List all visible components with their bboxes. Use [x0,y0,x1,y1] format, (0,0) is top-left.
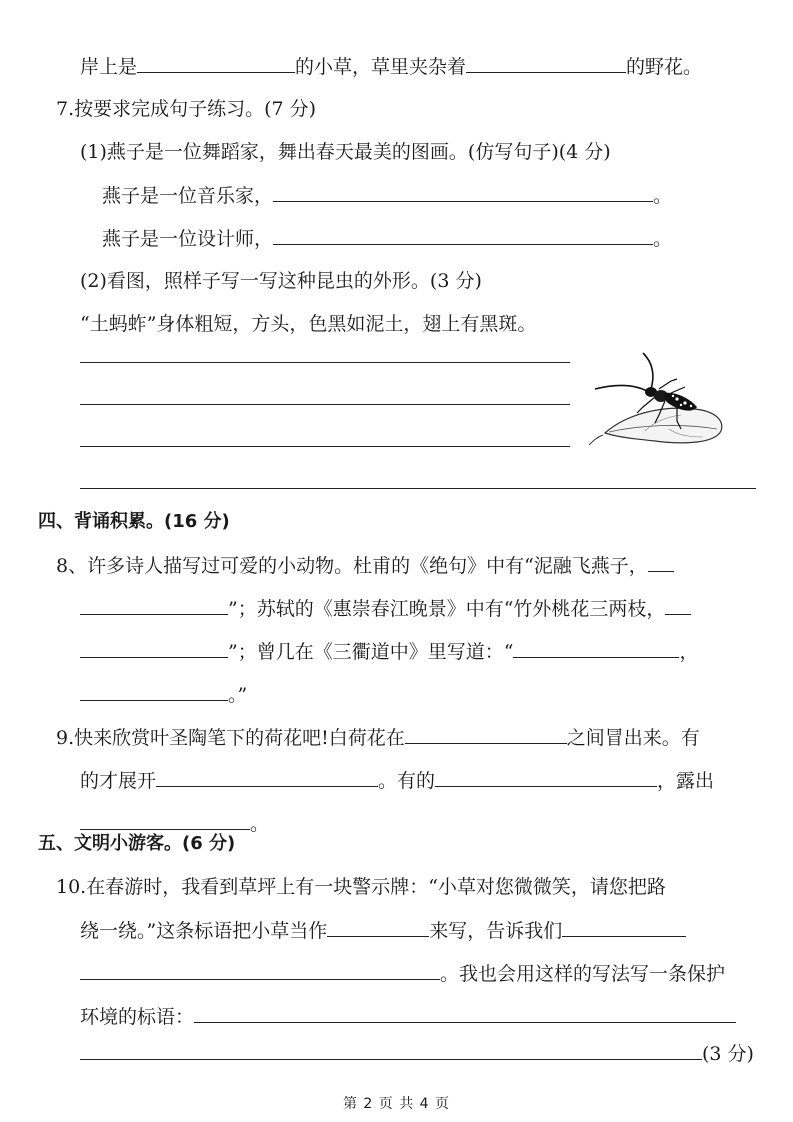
text: ”；曾几在《三衢道中》里写道：“ [228,641,514,663]
q10-line-1: 10.在春游时，我看到草坪上有一块警示牌：“小草对您微微笑，请您把路 [56,876,666,898]
text: ”；苏轼的《惠崇春江晚景》中有“竹外桃花三两枝， [228,598,666,620]
answer-blank[interactable] [80,811,250,830]
q10-line-4 [80,1004,736,1029]
answer-blank[interactable] [273,183,653,202]
longhorn-beetle-icon [585,345,735,455]
q7-sentence-1 [102,183,672,208]
answer-blank[interactable] [80,1041,702,1060]
text: 9.快来欣赏叶圣陶笔下的荷花吧!白荷花在 [56,727,405,749]
q10-line-3 [80,961,725,986]
q7-example: “土蚂蚱”身体粗短，方头，色黑如泥土，翅上有黑斑。 [80,313,537,335]
answer-blank[interactable] [80,961,440,980]
q8-line-2 [80,596,691,621]
score: (3 分) [702,1043,754,1065]
text: 。 [653,185,673,207]
answer-line[interactable] [80,404,570,405]
answer-blank[interactable] [327,918,429,937]
answer-blank[interactable] [137,54,295,73]
answer-blank[interactable] [80,596,228,615]
answer-blank[interactable] [80,682,228,701]
answer-blank[interactable] [405,725,567,744]
q9-line-2 [80,768,714,793]
q10-line-2 [80,918,686,943]
text: 环境的标语： [80,1006,195,1028]
page-footer: 第 2 页 共 4 页 [342,1096,451,1112]
q7-part2-prompt: (2)看图，照样子写一写这种昆虫的外形。(3 分) [80,270,482,292]
text: 。 [653,228,673,250]
answer-blank[interactable] [562,918,686,937]
text: 之间冒出来。有 [566,727,700,749]
text: 燕子是一位音乐家， [102,185,274,207]
q8-line-1 [56,553,674,578]
q10-line-5 [80,1041,754,1066]
text: ， [679,641,699,663]
answer-blank[interactable] [466,54,626,73]
answer-line[interactable] [80,362,570,363]
text: 。” [228,684,248,706]
q7-title: 7.按要求完成句子练习。(7 分) [56,98,317,120]
q7-part1-prompt: (1)燕子是一位舞蹈家，舞出春天最美的图画。(仿写句子)(4 分) [80,141,611,163]
text: 。我也会用这样的写法写一条保护 [440,963,726,985]
text: 。有的 [378,770,436,792]
text: 的小草，草里夹杂着 [295,56,467,78]
answer-blank[interactable] [648,553,674,572]
answer-blank[interactable] [435,768,657,787]
text: 来写，告诉我们 [429,920,563,942]
text: 岸上是 [80,56,138,78]
q8-line-4 [80,682,247,707]
text: ，露出 [657,770,715,792]
text: 燕子是一位设计师， [102,228,274,250]
q6-continuation-line [80,54,702,79]
text: 的野花。 [626,56,703,78]
q8-line-3 [80,639,698,664]
answer-blank[interactable] [156,768,378,787]
answer-line[interactable] [80,446,570,447]
answer-line[interactable] [80,488,756,489]
section-4-title: 四、背诵积累。(16 分) [38,511,230,532]
answer-blank[interactable] [513,639,679,658]
text: 8、许多诗人描写过可爱的小动物。杜甫的《绝句》中有“泥融飞燕子， [56,555,648,577]
answer-blank[interactable] [665,596,691,615]
q9-line-1 [56,725,700,750]
q7-sentence-2 [102,226,672,251]
answer-blank[interactable] [80,639,228,658]
answer-blank[interactable] [194,1004,736,1023]
text: 绕一绕。”这条标语把小草当作 [80,920,328,942]
answer-blank[interactable] [273,226,653,245]
text: 。 [250,813,270,835]
text: 的才展开 [80,770,157,792]
section-5-title: 五、文明小游客。(6 分) [38,833,236,854]
